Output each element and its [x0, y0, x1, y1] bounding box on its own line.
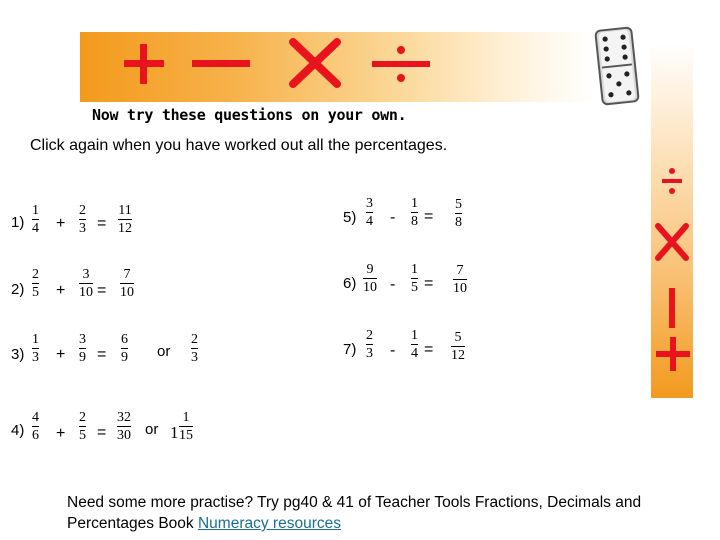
- operator: +: [56, 425, 66, 442]
- equals-sign: =: [424, 208, 434, 225]
- times-icon: [654, 222, 690, 262]
- minus-icon: [665, 288, 679, 328]
- operator: -: [390, 209, 396, 226]
- times-icon: [288, 38, 342, 88]
- fraction-a: 1 3: [32, 332, 39, 365]
- plus-icon: [656, 337, 690, 371]
- question-number: 6): [343, 275, 357, 292]
- question-number: 2): [11, 281, 25, 298]
- operator: -: [390, 342, 396, 359]
- question-number: 3): [11, 346, 25, 363]
- fraction-a: 1 4: [32, 203, 39, 236]
- equals-sign: =: [97, 282, 107, 299]
- result-fraction: 6 9: [121, 332, 128, 365]
- fraction-b: 1 5: [411, 262, 418, 295]
- footer-text: Need some more practise? Try pg40 & 41 of Teacher Tools Fractions, Decimals and Percentages Book: [67, 494, 642, 532]
- result-fraction: 7 10: [453, 263, 467, 296]
- equals-sign: =: [97, 424, 107, 441]
- equals-sign: =: [424, 341, 434, 358]
- fraction-b: 1 4: [411, 328, 418, 361]
- fraction-b: 3 10: [79, 267, 93, 300]
- fraction-a: 2 3: [366, 328, 373, 361]
- fraction-b: 3 9: [79, 332, 86, 365]
- question-number: 7): [343, 341, 357, 358]
- result-fraction: 5 8: [455, 197, 462, 230]
- fraction-a: 2 5: [32, 267, 39, 300]
- numeracy-resources-link[interactable]: Numeracy resources: [197, 515, 341, 532]
- operator: +: [56, 346, 66, 363]
- plus-icon: [122, 42, 166, 86]
- question-number: 4): [11, 422, 25, 439]
- divide-icon: [370, 42, 432, 86]
- alternate-fraction: 2 3: [191, 332, 198, 365]
- instruction-text: Click again when you have worked out all the percentages.: [30, 137, 448, 154]
- operator: +: [56, 282, 66, 299]
- operator: +: [56, 215, 66, 232]
- result-fraction: 5 12: [451, 330, 465, 363]
- domino-icon: [592, 25, 642, 107]
- result-fraction: 7 10: [120, 267, 134, 300]
- fraction-a: 3 4: [366, 196, 373, 229]
- equals-sign: =: [424, 275, 434, 292]
- fraction-b: 2 3: [79, 203, 86, 236]
- question-number: 1): [11, 214, 25, 231]
- fraction-a: 9 10: [363, 262, 377, 295]
- page-title: Now try these questions on your own.: [92, 106, 407, 124]
- or-label: or: [145, 421, 159, 438]
- or-label: or: [157, 343, 171, 360]
- result-fraction: 32 30: [117, 410, 131, 443]
- footer-note: [67, 492, 657, 534]
- divide-icon: [660, 166, 684, 196]
- operator: -: [390, 276, 396, 293]
- alternate-fraction: 1 15: [179, 410, 193, 443]
- result-fraction: 11 12: [118, 203, 132, 236]
- fraction-b: 1 8: [411, 196, 418, 229]
- minus-icon: [190, 42, 252, 86]
- fraction-b: 2 5: [79, 410, 86, 443]
- fraction-a: 4 6: [32, 410, 39, 443]
- question-number: 5): [343, 209, 357, 226]
- equals-sign: =: [97, 215, 107, 232]
- equals-sign: =: [97, 346, 107, 363]
- alternate-whole: 1: [170, 423, 179, 442]
